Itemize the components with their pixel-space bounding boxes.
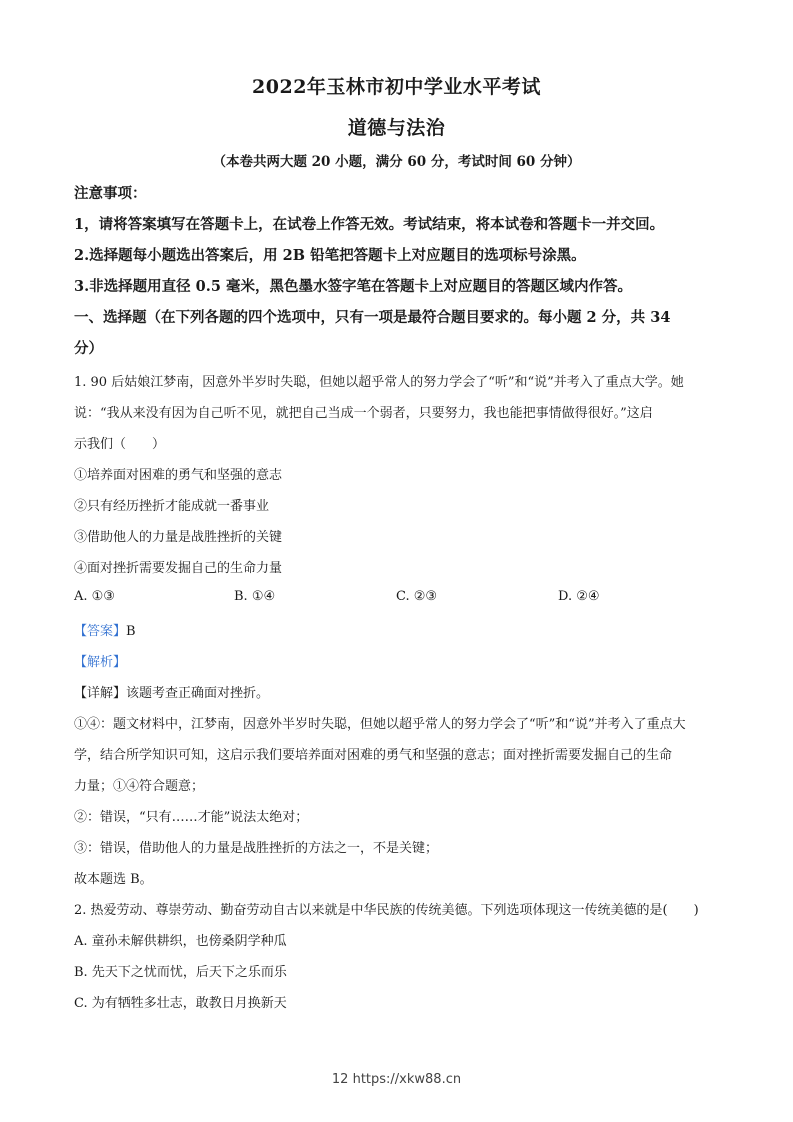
q1-answer [74,620,136,639]
section-heading-cont: 分） [74,340,103,357]
q1-detail-line: ②：错误，“只有……才能”说法太绝对； [74,810,309,825]
q2-option-a: A. 童孙未解供耕织，也傍桑阴学种瓜 [74,934,287,949]
subject-title: 道德与法治 [347,117,446,139]
q2-option-c: C. 为有牺牲多壮志，敢教日月换新天 [74,996,287,1011]
notice-item: 2.选择题每小题选出答案后，用 2B 铅笔把答题卡上对应题目的选项标号涂黑。 [74,247,586,264]
q1-statement: ③借助他人的力量是战胜挫折的关键 [74,530,283,545]
notice-item: 1，请将答案填写在答题卡上，在试卷上作答无效。考试结束，将本试卷和答题卡一并交回。 [74,216,665,233]
exam-title: 2022年玉林市初中学业水平考试 [252,76,541,98]
notice-heading: 注意事项： [74,185,147,202]
q1-option-c: C. ②③ [396,589,438,604]
q1-statement: ②只有经历挫折才能成就一番事业 [74,499,270,514]
q1-option-a: A. ①③ [74,589,115,604]
section-heading: 一、选择题（在下列各题的四个选项中，只有一项是最符合题目要求的。每小题 2 分，共 34 [74,309,671,326]
q1-detail-line: 【详解】该题考查正确面对挫折。 [74,686,270,701]
q1-option-d: D. ②④ [558,589,600,604]
q1-stem-line: 说：“我从来没有因为自己听不见，就把自己当成一个弱者，只要努力，我也能把事情做得很好。”这启 [74,406,653,421]
q1-detail-line: 力量；①④符合题意； [74,779,205,794]
q2-option-b: B. 先天下之忧而忧，后天下之乐而乐 [74,965,287,980]
q1-detail-line: 故本题选 B。 [74,872,153,887]
page-footer [0,1072,793,1087]
notice-item: 3.非选择题用直径 0.5 毫米，黑色墨水签字笔在答题卡上对应题目的答题区域内作答。 [74,278,632,295]
page-number: 12 [331,1072,349,1087]
q1-stem-line: 1. 90 后姑娘江梦南，因意外半岁时失聪，但她以超乎常人的努力学会了“听”和“说”并考入了重点大学。她 [74,375,684,390]
q2-stem: 2. 热爱劳动、尊崇劳动、勤奋劳动自古以来就是中华民族的传统美德。下列选项体现这一传统美德的是( ) [74,903,699,918]
q1-option-b: B. ①④ [234,589,276,604]
exam-info: （本卷共两大题 20 小题，满分 60 分，考试时间 60 分钟） [212,154,581,170]
analysis-tag: 【解析】 [74,655,127,670]
q1-detail-line: ③：错误，借助他人的力量是战胜挫折的方法之一，不是关键； [74,841,439,856]
q1-detail-line: 学，结合所学知识可知，这启示我们要培养面对困难的勇气和坚强的意志；面对挫折需要发掘自己的生命 [74,748,673,763]
answer-tag: 【答案】 [74,624,127,639]
answer-value: B [126,624,136,639]
q1-statement: ①培养面对困难的勇气和坚强的意志 [74,468,283,483]
q1-detail-line: ①④：题文材料中，江梦南，因意外半岁时失聪，但她以超乎常人的努力学会了“听”和“说”并考入了重点大 [74,717,686,732]
q1-statement: ④面对挫折需要发掘自己的生命力量 [74,561,283,576]
footer-url[interactable]: https://xkw88.cn [352,1072,462,1087]
q1-stem-line: 示我们（ ） [74,437,166,452]
